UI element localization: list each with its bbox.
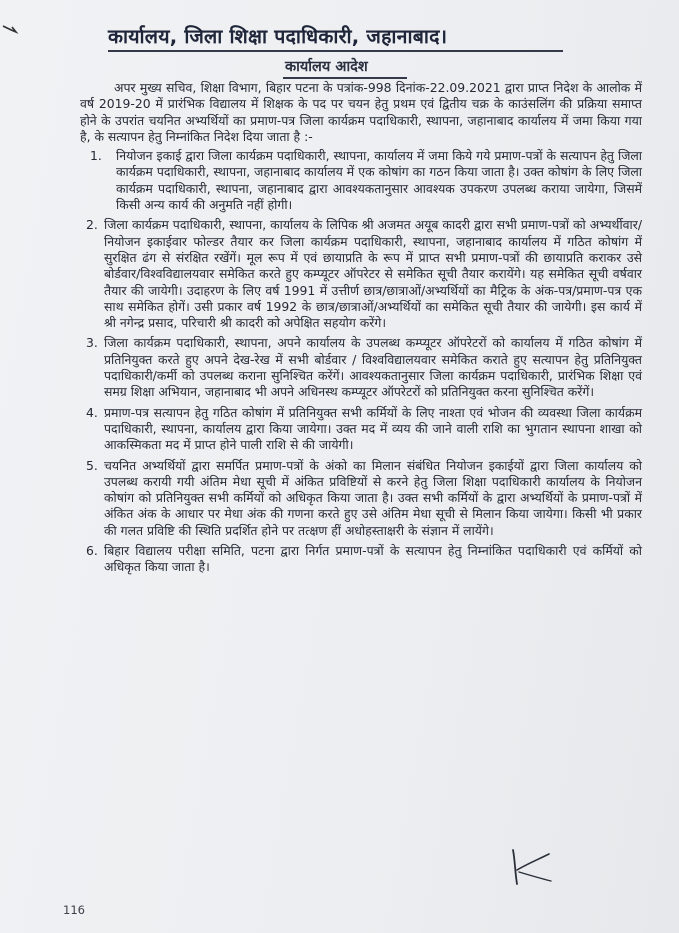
item-text: चयनित अभ्यर्थियों द्वारा समर्पित प्रमाण-पत्रों के अंको का मिलान संबंधित नियोजन इकाईयों द्वारा जिला कार्यालय को उपलब्ध करायी गयी अंतिम मेधा सूची में अंकित प्रविष्टियों से करने हेतु जिला शिक्षा पदाधिकारी कार्यालय के नियोजन कोषांग को प्रतिनियुक्त सभी कर्मियों को अधिकृत किया जाता है। उक्त सभी कर्मियों के द्वारा अभ्यर्थियों के प्रमाण-पत्रों में अंकित अंक के आधार पर मेधा अंक की गणना करते हुए उसे अंतिम मेधा सूची से मिलान किया जायेगा। किसी भी प्रकार की गलत प्रविष्टि की स्थिति प्रदर्शित होने पर तत्क्षण हीं अधोहस्ताक्षरी के संज्ञान में लायेंगे। [104,457,642,538]
corner-mark [2,24,22,38]
office-title-underline [108,50,563,52]
item-text: नियोजन इकाई द्वारा जिला कार्यक्रम पदाधिकारी, स्थापना, कार्यालय में जमा किये गये प्रमाण-पत्रों के सत्यापन हेतु जिला कार्यक्रम पदाधिकारी, स्थापना, जहानाबाद कार्यालय में एक कोषांग का गठन किया जाता है। उक्त कोषांग के लिए जिला कार्यक्रम पदाधिकारी, स्थापना, जहानाबाद द्वारा आवश्यकतानुसार आवश्यक उपकरण उपलब्ध कराया जायेगा, जिसमें किसी अन्य कार्य की अनुमति नहीं होगी। [116,148,642,213]
handwritten-signature [505,848,553,886]
order-title-underline [283,77,407,79]
directive-list [80,148,642,575]
item-number: 4. [86,404,98,420]
order-title: कार्यालय आदेश [285,59,368,75]
list-item [80,335,642,400]
item-number: 1. [90,148,102,164]
list-item [80,543,642,576]
item-text: बिहार विद्यालय परीक्षा समिति, पटना द्वारा निर्गत प्रमाण-पत्रों के सत्यापन हेतु निम्नांकित पदाधिकारी एवं कर्मियों को अधिकृत किया जाता है। [104,543,642,575]
list-item [80,405,642,454]
intro-paragraph: अपर मुख्य सचिव, शिक्षा विभाग, बिहार पटना के पत्रांक-998 दिनांक-22.09.2021 द्वारा प्राप्त निदेश के आलोक में वर्ष 2019-20 में प्रारंभिक विद्यालय में शिक्षक के पद पर चयन हेतु प्रथम एवं द्वितीय चक्र के काउंसलिंग की प्रक्रिया समाप्त होने के उपरांत चयनित अभ्यर्थियों का प्रमाण-पत्र जिला कार्यक्रम पदाधिकारी, स्थापना, जहानाबाद कार्यालय में जमा किया गया है, के सत्यापन हेतु निम्नांकित निदेश दिया जाता है :- [80,80,642,144]
item-number: 5. [86,457,98,473]
list-item [80,458,642,539]
item-number: 6. [86,543,98,559]
order-body [80,80,642,580]
office-title: कार्यालय, जिला शिक्षा पदाधिकारी, जहानाबाद। [108,25,448,48]
list-item [92,148,642,213]
item-text: प्रमाण-पत्र सत्यापन हेतु गठित कोषांग में प्रतिनियुक्त सभी कर्मियों के लिए नाश्ता एवं भोजन की व्यवस्था जिला कार्यक्रम पदाधिकारी, स्थापना, कार्यालय द्वारा किया जायेगा। उक्त मद में व्यय की जाने वाली राशि का भुगतान स्थापना शाखा को आकस्मिकता मद में प्राप्त होने पाली राशि से की जायेगी। [104,404,642,453]
item-text: जिला कार्यक्रम पदाधिकारी, स्थापना, अपने कार्यालय के उपलब्ध कम्प्यूटर ऑपरेटरों को कार्यालय में गठित कोषांग में प्रतिनियुक्त करते हुए अपने देख-रेख में सभी बोर्डवार / विश्वविद्यालयवार समेकित कराते हुए सत्यापन हेतु प्रतिनियुक्त पदाधिकारी/कर्मी को उपलब्ध कराना सुनिश्चित करेंगें। आवश्यकतानुसार जिला कार्यक्रम पदाधिकारी, प्रारंभिक शिक्षा एवं समग्र शिक्षा अभियान, जहानाबाद भी अपने अधिनस्थ कम्प्यूटर ऑपरेटरों को प्रतिनियुक्त करना सुनिश्चित करेंगें। [104,335,642,400]
page-number: 116 [63,903,85,917]
item-text: जिला कार्यक्रम पदाधिकारी, स्थापना, कार्यालय के लिपिक श्री अजमत अयूब कादरी द्वारा सभी प्रमाण-पत्रों को अभ्यर्थीवार/नियोजन इकाईवार फोल्डर तैयार कर जिला कार्यक्रम पदाधिकारी, स्थापना, जहानाबाद कार्यालय में गठित कोषांग में सुरक्षित ढंग से संरक्षित रखेंगें। मूल रूप में एवं छायाप्रति के रूप में प्राप्त सभी प्रमाण-पत्रों की छायाप्रति कराकर उसे बोर्डवार/विश्वविद्यालयवार समेकित करते हुए कम्प्यूटर ऑपरेटर से समेकित सूची तैयार करायेंगे। यह समेकित सूची वर्षवार तैयार की जायेगी। उदाहरण के लिए वर्ष 1991 में उत्तीर्ण छात्र/छात्राओं/अभ्यर्थियों का मैट्रिक के अंक-पत्र/प्रमाण-पत्र एक साथ समेकित होगें। उसी प्रकार वर्ष 1992 के छात्र/छात्राओं/अभ्यर्थियों का समेकित सूची तैयार की जायेगी। इस कार्य में श्री नगेन्द्र प्रसाद, परिचारी श्री कादरी को अपेक्षित सहयोग करेंगे। [104,217,642,331]
item-number: 3. [86,335,98,351]
list-item [80,217,642,331]
item-number: 2. [86,217,98,233]
